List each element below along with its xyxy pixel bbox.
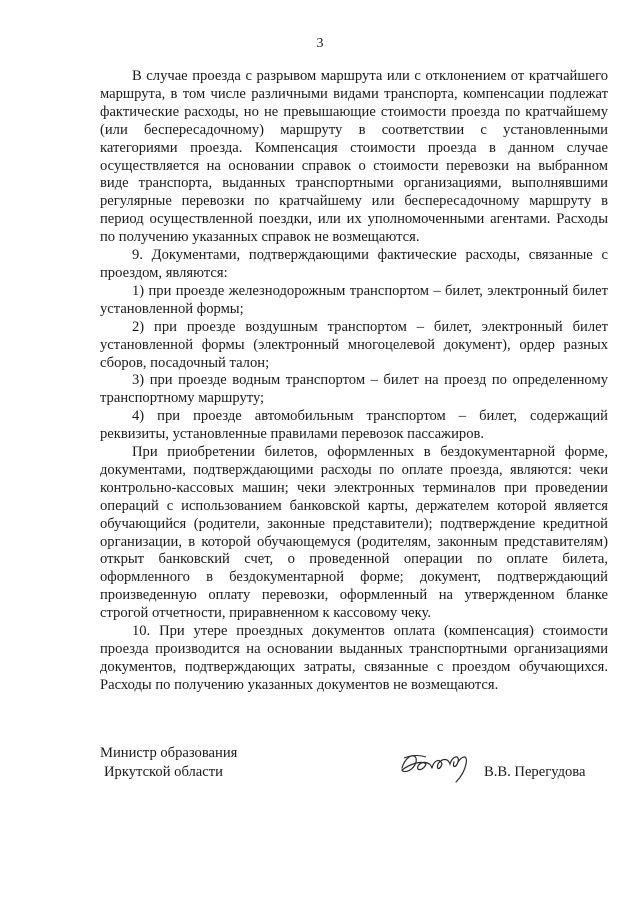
signatory-name: В.В. Перегудова (484, 764, 586, 780)
position-line-2: Иркутской области (104, 764, 223, 780)
page-number: 3 (316, 36, 324, 51)
signature-block (100, 744, 608, 794)
paragraph-10: 10. При утере проездных документов оплата (компенсация) стоимости проезда производится на основании выданных транспортными организациями документов, подтверждающих затраты, связанные с проездом обучающихся. Расходы по получению указанных документов не возмещаются. (100, 623, 608, 693)
paragraph-route-deviation: В случае проезда с разрывом маршрута или с отклонением от кратчайшего маршрута, в том числе различными видами транспорта, компенсации подлежат фактические расходы, но не превышающие стоимости проезда по кратчайшему (или беспересадочному) маршруту в соответствии с установленными категориями проезда. Компенсация стоимости проезда в данном случае осуществляется на основании справок о стоимости перевозки на выбранном виде транспорта, выданных транспортными организациями, выполнявшими регулярные перевозки по кратчайшему или беспересадочному маршруту в период осуществленной поездки, или их уполномоченными агентами. Расходы по получению указанных справок не возмещаются. (100, 68, 608, 246)
document-body (100, 68, 608, 695)
signatory-position (100, 744, 237, 782)
paragraph-electronic-tickets: При приобретении билетов, оформленных в бездокументарной форме, документами, подтверждающими расходы по оплате проезда, являются: чеки контрольно-кассовых машин; чеки электронных терминалов при проведении операций с использованием банковской карты, держателем которой является обучающийся (родители, законные представители); подтверждение кредитной организации, в которой обучающемуся (родителям, законным представителям) открыт банковский счет, о проведенной операции по оплате билета, оформленного в бездокументарной форме; документ, подтверждающий произведенную оплату перевозки, оформленный на утвержденном бланке строгой отчетности, приравненном к кассовому чеку. (100, 444, 608, 622)
paragraph-9-item-3: 3) при проезде водным транспортом – билет на проезд по определенному транспортному маршруту; (100, 372, 608, 407)
paragraph-9-item-4: 4) при проезде автомобильным транспортом – билет, содержащий реквизиты, установленные правилами перевозок пассажиров. (100, 408, 608, 443)
paragraph-9-item-1: 1) при проезде железнодорожным транспортом – билет, электронный билет установленной формы; (100, 282, 608, 317)
paragraph-9-intro: 9. Документами, подтверждающими фактические расходы, связанные с проездом, являются: (100, 247, 608, 281)
paragraph-9-item-2: 2) при проезде воздушным транспортом – билет, электронный билет установленной формы (электронный многоцелевой документ), ордер разных сборов, посадочный талон; (100, 318, 608, 371)
position-line-1: Министр образования (100, 745, 238, 761)
handwritten-signature (396, 746, 480, 784)
